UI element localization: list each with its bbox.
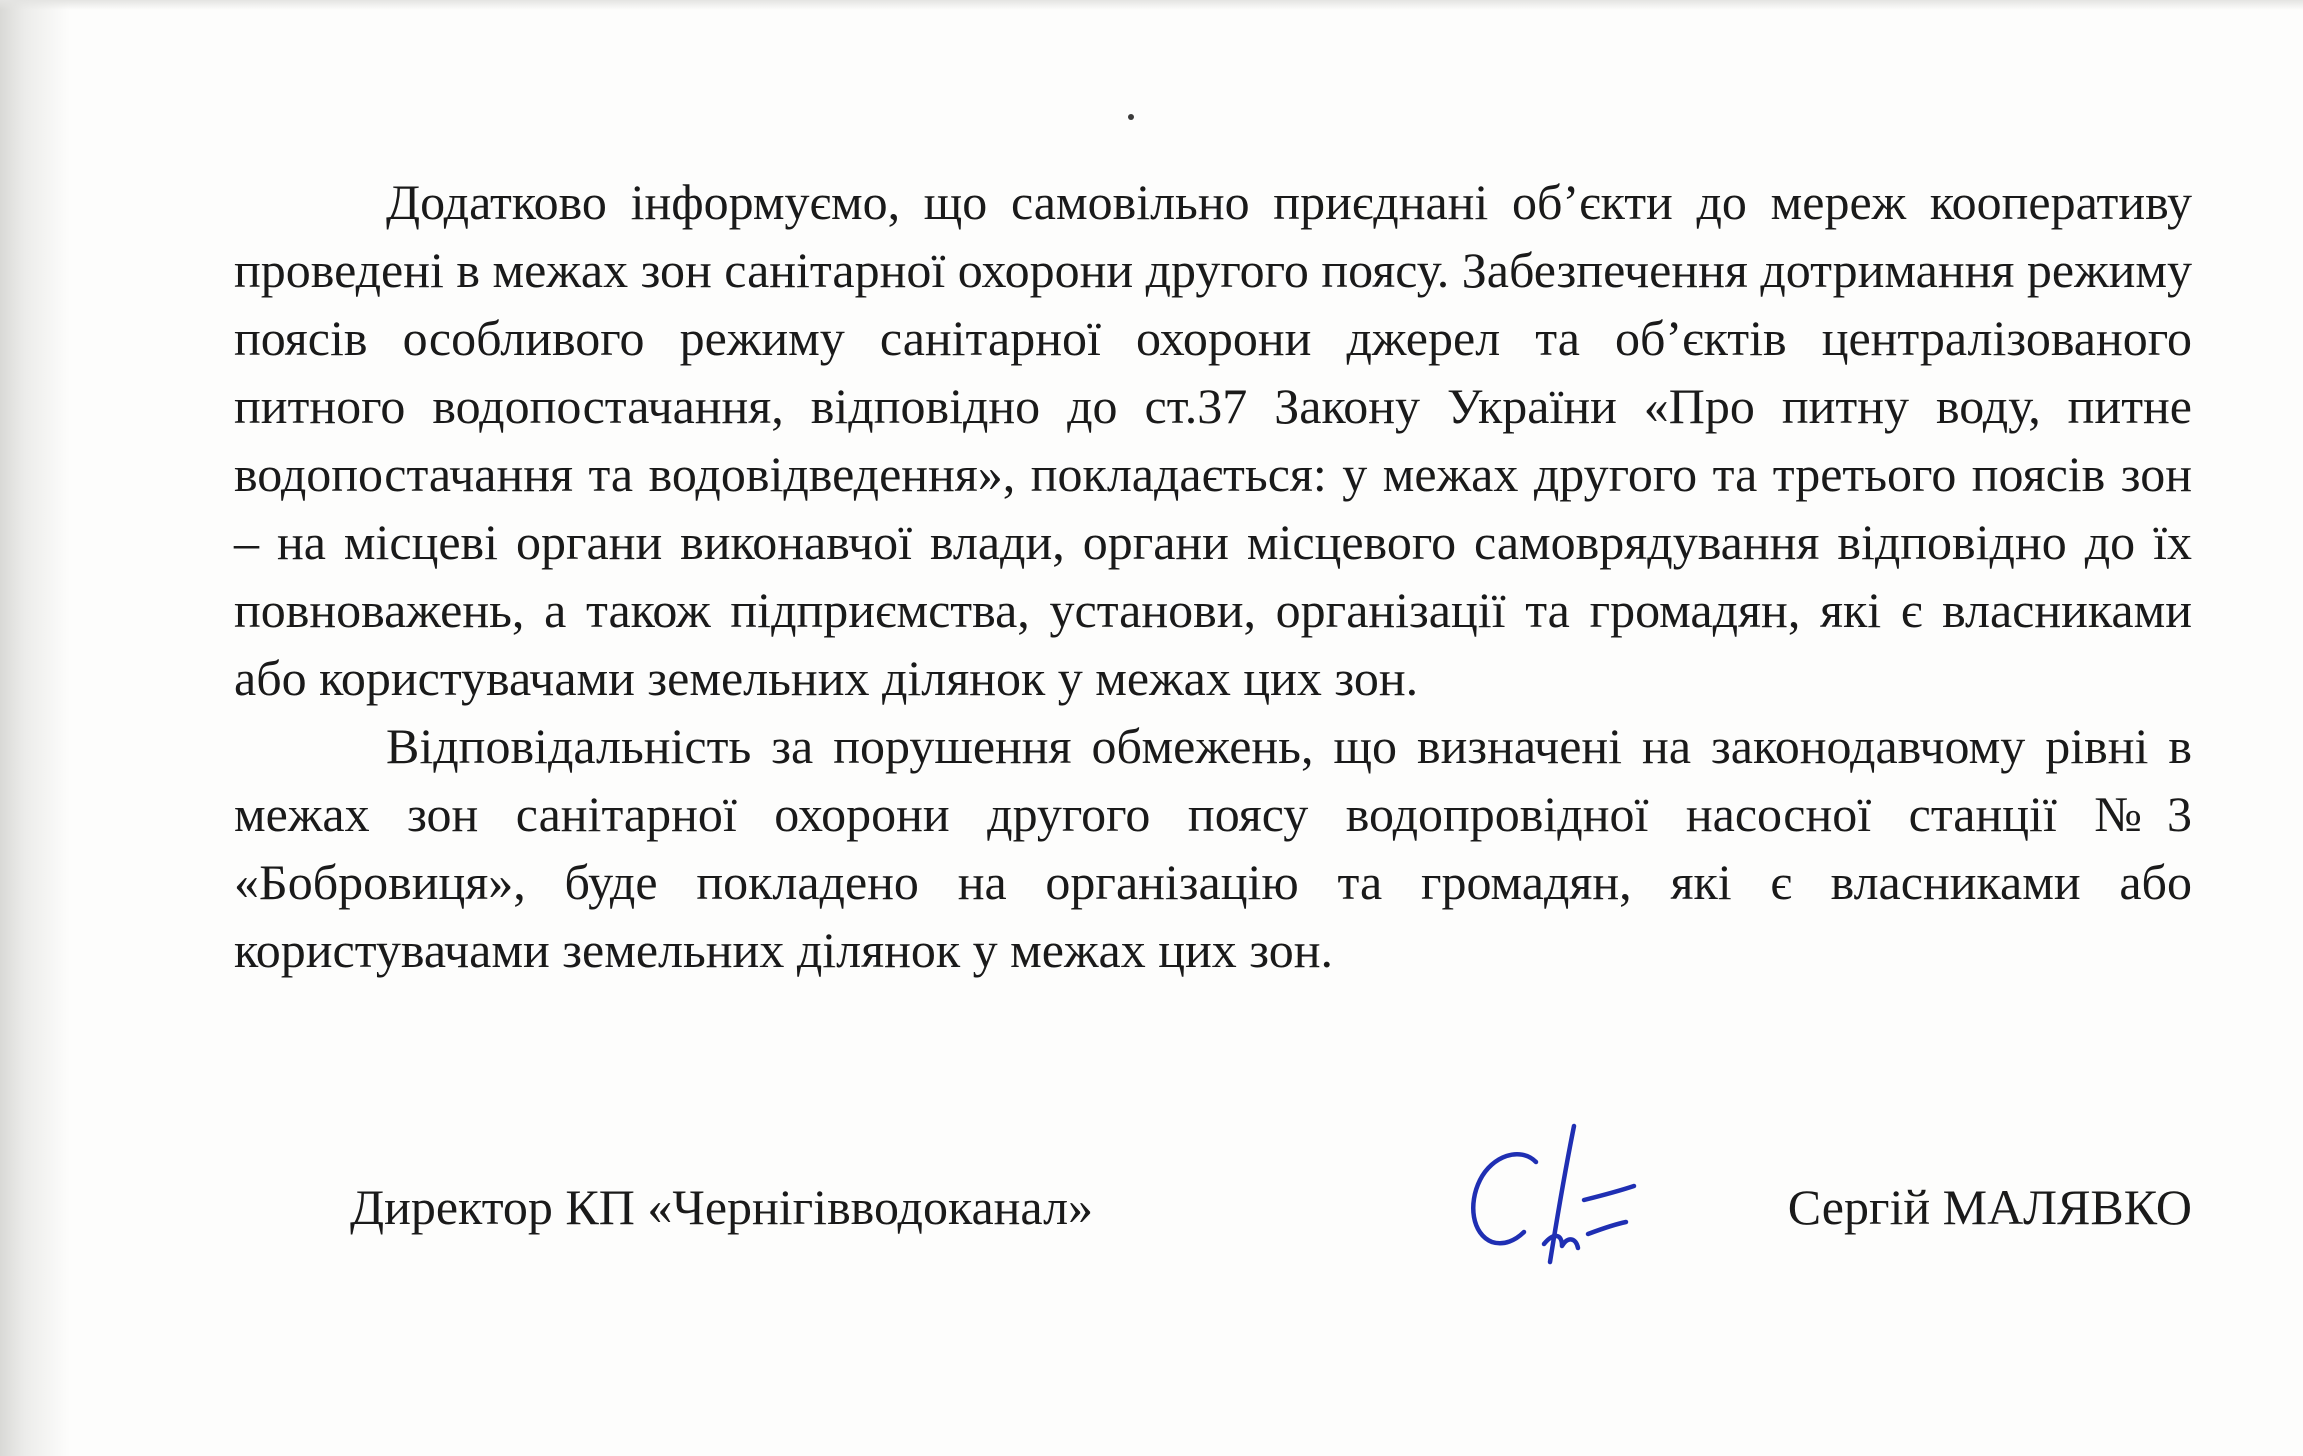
signatory-name: Сергій МАЛЯВКО — [1787, 1179, 2192, 1235]
paragraph-responsibility: Відповідальність за порушення обмежень, що визначені на законодавчому рівні в межах зон санітарної охорони другого поясу водопровідної насосної станції №3 «Бобровиця», буде покладено на організацію та громадян, які є власниками або користувачами земельних ділянок у межах цих зон. — [234, 718, 2192, 978]
letter-body — [234, 168, 2192, 984]
signatory-position: Директор КП «Чернігівводоканал» — [350, 1179, 1094, 1235]
signature-block — [350, 1178, 2192, 1288]
scan-shadow-edge — [0, 0, 70, 1456]
handwritten-signature — [1458, 1116, 1668, 1281]
scan-speck — [1128, 114, 1134, 120]
paragraph-additional-info: Додатково інформуємо, що самовільно приєднані об’єкти до мереж кооперативу проведені в межах зон санітарної охорони другого поясу. Забезпечення дотримання режиму поясів особливого режиму санітарної охорони джерел та об’єктів централізованого питного водопостачання, відповідно до ст.37 Закону України «Про питну воду, питне водопостачання та водовідведення», покладається: у межах другого та третього поясів зон – на місцеві органи виконавчої влади, органи місцевого самоврядування відповідно до їх повноважень, а також підприємства, установи, організації та громадян, які є власниками або користувачами земельних ділянок у межах цих зон. — [234, 174, 2193, 706]
scan-shadow-top — [0, 0, 2303, 10]
